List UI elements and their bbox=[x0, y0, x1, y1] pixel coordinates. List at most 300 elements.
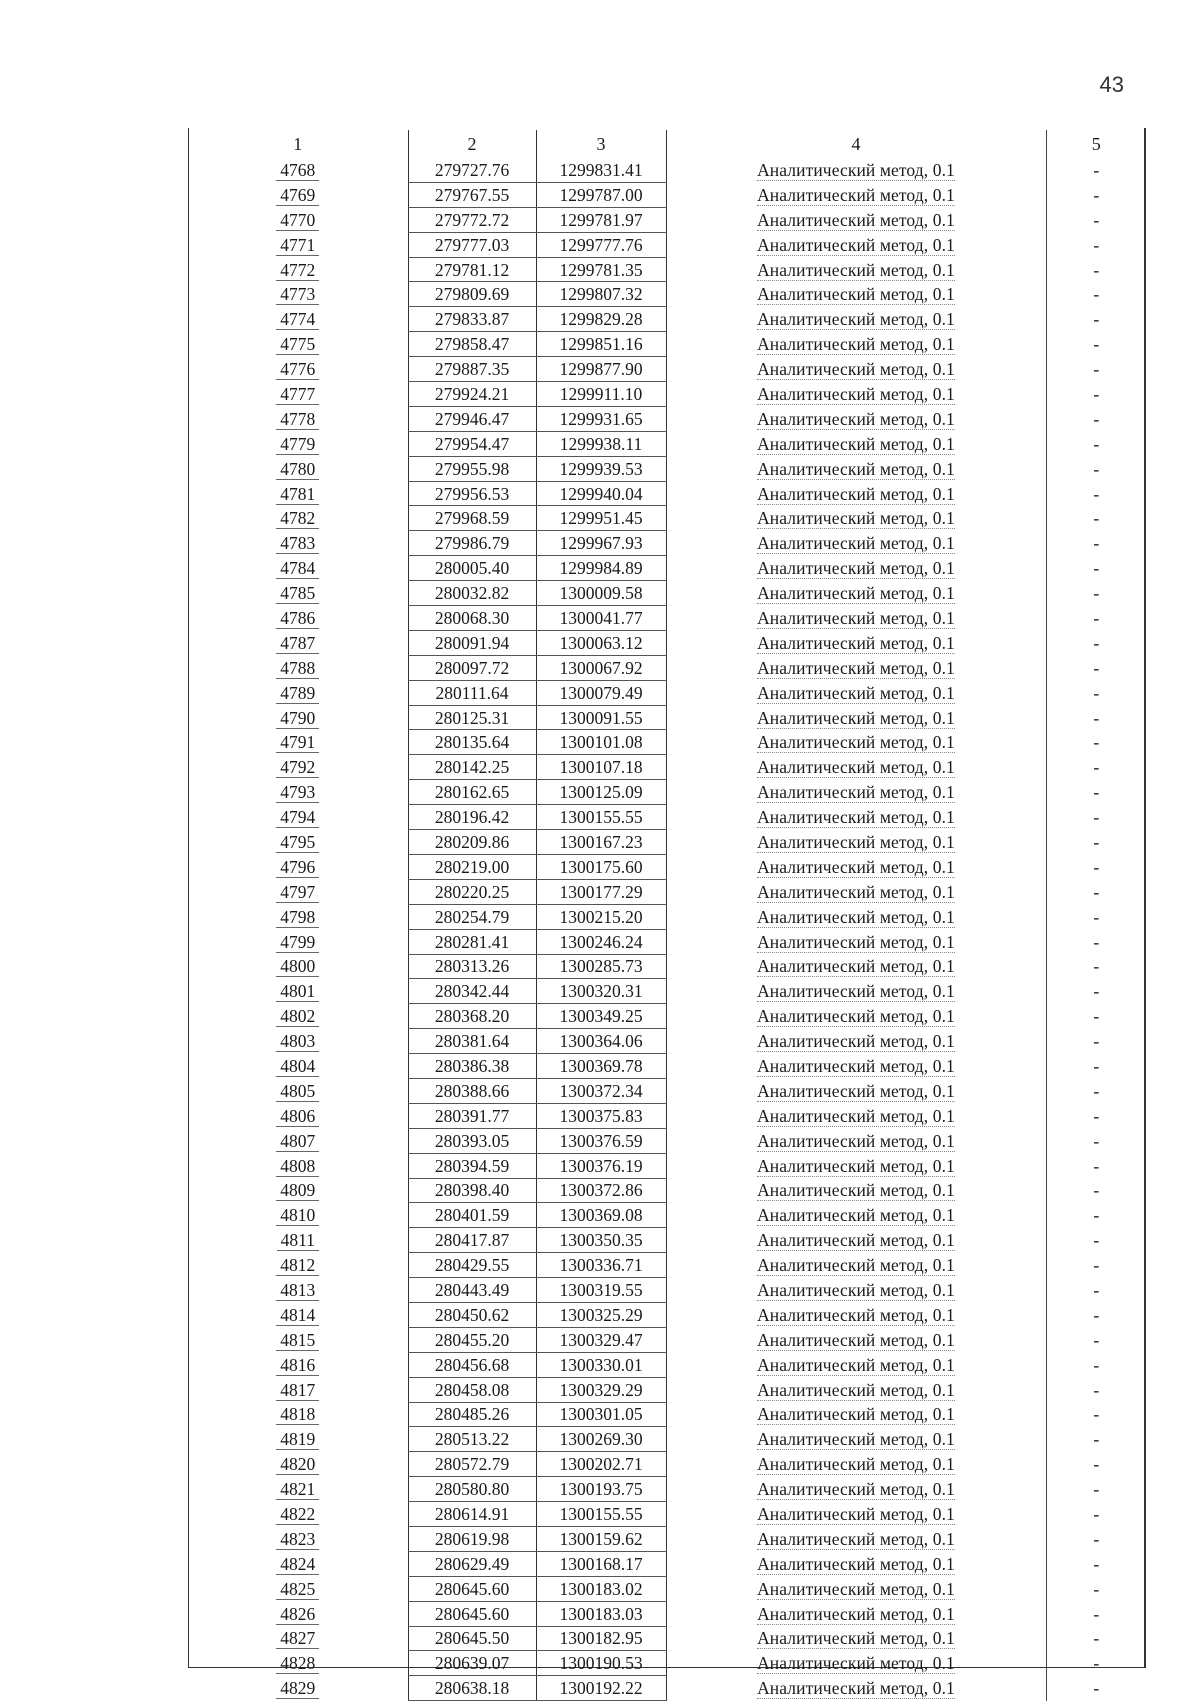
point-number-cell bbox=[188, 1103, 408, 1128]
table-row bbox=[188, 1128, 1146, 1153]
table-row bbox=[188, 1551, 1146, 1576]
point-number-text: 4818 bbox=[276, 1404, 319, 1425]
method-cell bbox=[666, 680, 1046, 705]
description-cell bbox=[1046, 1352, 1146, 1377]
method-cell bbox=[666, 929, 1046, 954]
description-text: - bbox=[1093, 1280, 1100, 1301]
y-coordinate-text: 1299781.97 bbox=[559, 209, 643, 230]
x-coordinate-cell bbox=[408, 282, 536, 307]
x-coordinate-text: 280342.44 bbox=[434, 981, 510, 1002]
y-coordinate-cell bbox=[536, 556, 666, 581]
method-cell bbox=[666, 1477, 1046, 1502]
description-cell bbox=[1046, 1302, 1146, 1327]
point-number-cell bbox=[188, 929, 408, 954]
y-coordinate-text: 1300269.30 bbox=[559, 1429, 643, 1450]
description-text: - bbox=[1093, 607, 1100, 628]
method-text: Аналитический метод, 0.1 bbox=[757, 1479, 955, 1500]
point-number-cell bbox=[188, 630, 408, 655]
method-text: Аналитический метод, 0.1 bbox=[757, 906, 955, 927]
method-text: Аналитический метод, 0.1 bbox=[757, 1031, 955, 1052]
point-number-text: 4769 bbox=[276, 185, 319, 206]
description-text: - bbox=[1093, 1429, 1100, 1450]
description-cell bbox=[1046, 357, 1146, 382]
method-cell bbox=[666, 332, 1046, 357]
point-number-cell bbox=[188, 456, 408, 481]
y-coordinate-text: 1299911.10 bbox=[559, 383, 643, 404]
method-cell bbox=[666, 1601, 1046, 1626]
description-cell bbox=[1046, 1427, 1146, 1452]
x-coordinate-text: 279833.87 bbox=[434, 309, 510, 330]
y-coordinate-cell bbox=[536, 1054, 666, 1079]
method-text: Аналитический метод, 0.1 bbox=[757, 1603, 955, 1624]
y-coordinate-cell bbox=[536, 257, 666, 282]
y-coordinate-text: 1300285.73 bbox=[559, 956, 643, 977]
x-coordinate-cell bbox=[408, 1377, 536, 1402]
y-coordinate-cell bbox=[536, 879, 666, 904]
method-cell bbox=[666, 954, 1046, 979]
y-coordinate-cell bbox=[536, 581, 666, 606]
method-text: Аналитический метод, 0.1 bbox=[757, 856, 955, 877]
method-text: Аналитический метод, 0.1 bbox=[757, 1155, 955, 1176]
point-number-text: 4787 bbox=[276, 633, 319, 654]
method-cell bbox=[666, 1626, 1046, 1651]
x-coordinate-cell bbox=[408, 531, 536, 556]
description-cell bbox=[1046, 531, 1146, 556]
description-cell bbox=[1046, 1477, 1146, 1502]
description-text: - bbox=[1093, 1304, 1100, 1325]
point-number-text: 4774 bbox=[276, 309, 319, 330]
point-number-text: 4807 bbox=[276, 1131, 319, 1152]
point-number-cell bbox=[188, 979, 408, 1004]
description-text: - bbox=[1093, 234, 1100, 255]
column-header-method: 4 bbox=[666, 130, 1046, 158]
x-coordinate-text: 279986.79 bbox=[434, 533, 510, 554]
y-coordinate-cell bbox=[536, 1302, 666, 1327]
x-coordinate-text: 280368.20 bbox=[434, 1006, 510, 1027]
x-coordinate-text: 280091.94 bbox=[434, 632, 510, 653]
column-header-x: 2 bbox=[408, 130, 536, 158]
method-text: Аналитический метод, 0.1 bbox=[757, 1130, 955, 1151]
point-number-cell bbox=[188, 904, 408, 929]
description-cell bbox=[1046, 1029, 1146, 1054]
description-text: - bbox=[1093, 1180, 1100, 1201]
x-coordinate-text: 280638.18 bbox=[434, 1678, 510, 1699]
point-number-text: 4799 bbox=[276, 932, 319, 953]
description-cell bbox=[1046, 1054, 1146, 1079]
point-number-text: 4800 bbox=[276, 956, 319, 977]
table-row bbox=[188, 680, 1146, 705]
y-coordinate-cell bbox=[536, 1103, 666, 1128]
description-cell bbox=[1046, 456, 1146, 481]
method-text: Аналитический метод, 0.1 bbox=[757, 607, 955, 628]
description-cell bbox=[1046, 1327, 1146, 1352]
x-coordinate-text: 280645.60 bbox=[434, 1578, 510, 1599]
description-text: - bbox=[1093, 259, 1100, 280]
description-cell bbox=[1046, 1551, 1146, 1576]
point-number-text: 4788 bbox=[276, 658, 319, 679]
y-coordinate-cell bbox=[536, 1327, 666, 1352]
x-coordinate-cell bbox=[408, 929, 536, 954]
table-row bbox=[188, 581, 1146, 606]
method-cell bbox=[666, 232, 1046, 257]
table-row bbox=[188, 1327, 1146, 1352]
table-row bbox=[188, 1029, 1146, 1054]
table-row bbox=[188, 1377, 1146, 1402]
point-number-text: 4816 bbox=[276, 1355, 319, 1376]
method-text: Аналитический метод, 0.1 bbox=[757, 234, 955, 255]
description-text: - bbox=[1093, 1080, 1100, 1101]
x-coordinate-text: 280393.05 bbox=[434, 1130, 510, 1151]
point-number-text: 4772 bbox=[276, 260, 319, 281]
point-number-text: 4796 bbox=[276, 857, 319, 878]
description-text: - bbox=[1093, 856, 1100, 877]
column-header-y: 3 bbox=[536, 130, 666, 158]
table-row bbox=[188, 1253, 1146, 1278]
x-coordinate-text: 280135.64 bbox=[434, 732, 510, 753]
point-number-text: 4790 bbox=[276, 708, 319, 729]
description-text: - bbox=[1093, 383, 1100, 404]
y-coordinate-text: 1299831.41 bbox=[559, 159, 643, 180]
description-cell bbox=[1046, 1103, 1146, 1128]
method-text: Аналитический метод, 0.1 bbox=[757, 1080, 955, 1101]
x-coordinate-text: 280639.07 bbox=[434, 1653, 510, 1674]
x-coordinate-cell bbox=[408, 830, 536, 855]
method-text: Аналитический метод, 0.1 bbox=[757, 309, 955, 330]
table-row bbox=[188, 481, 1146, 506]
y-coordinate-text: 1300330.01 bbox=[559, 1354, 643, 1375]
description-text: - bbox=[1093, 707, 1100, 728]
y-coordinate-text: 1300202.71 bbox=[559, 1454, 643, 1475]
x-coordinate-text: 279924.21 bbox=[434, 383, 510, 404]
method-cell bbox=[666, 1377, 1046, 1402]
method-text: Аналитический метод, 0.1 bbox=[757, 732, 955, 753]
y-coordinate-text: 1300320.31 bbox=[559, 981, 643, 1002]
point-number-text: 4794 bbox=[276, 807, 319, 828]
table-row bbox=[188, 1651, 1146, 1676]
x-coordinate-text: 280162.65 bbox=[434, 782, 510, 803]
method-cell bbox=[666, 1004, 1046, 1029]
method-cell bbox=[666, 1402, 1046, 1427]
y-coordinate-cell bbox=[536, 456, 666, 481]
point-number-cell bbox=[188, 1253, 408, 1278]
y-coordinate-text: 1300376.59 bbox=[559, 1130, 643, 1151]
method-cell bbox=[666, 1228, 1046, 1253]
method-cell bbox=[666, 1427, 1046, 1452]
y-coordinate-cell bbox=[536, 705, 666, 730]
method-cell bbox=[666, 1203, 1046, 1228]
x-coordinate-text: 280485.26 bbox=[434, 1404, 510, 1425]
x-coordinate-cell bbox=[408, 1153, 536, 1178]
y-coordinate-cell bbox=[536, 929, 666, 954]
table-row bbox=[188, 904, 1146, 929]
point-number-cell bbox=[188, 1352, 408, 1377]
point-number-cell bbox=[188, 805, 408, 830]
header-row bbox=[188, 130, 1146, 158]
table-row bbox=[188, 705, 1146, 730]
y-coordinate-cell bbox=[536, 655, 666, 680]
point-number-text: 4778 bbox=[276, 409, 319, 430]
y-coordinate-cell bbox=[536, 1228, 666, 1253]
description-cell bbox=[1046, 755, 1146, 780]
point-number-text: 4777 bbox=[276, 384, 319, 405]
x-coordinate-text: 280388.66 bbox=[434, 1080, 510, 1101]
point-number-text: 4826 bbox=[276, 1604, 319, 1625]
table-row bbox=[188, 1228, 1146, 1253]
method-cell bbox=[666, 904, 1046, 929]
table-row bbox=[188, 158, 1146, 182]
point-number-text: 4775 bbox=[276, 334, 319, 355]
point-number-text: 4791 bbox=[276, 732, 319, 753]
point-number-text: 4804 bbox=[276, 1056, 319, 1077]
point-number-text: 4797 bbox=[276, 882, 319, 903]
x-coordinate-cell bbox=[408, 1029, 536, 1054]
x-coordinate-cell bbox=[408, 1302, 536, 1327]
description-cell bbox=[1046, 1203, 1146, 1228]
y-coordinate-cell bbox=[536, 357, 666, 382]
x-coordinate-text: 280417.87 bbox=[434, 1230, 510, 1251]
column-header-description: 5 bbox=[1046, 130, 1146, 158]
description-text: - bbox=[1093, 1678, 1100, 1699]
y-coordinate-text: 1300168.17 bbox=[559, 1553, 643, 1574]
point-number-text: 4819 bbox=[276, 1429, 319, 1450]
y-coordinate-cell bbox=[536, 730, 666, 755]
y-coordinate-cell bbox=[536, 1004, 666, 1029]
method-text: Аналитический метод, 0.1 bbox=[757, 1528, 955, 1549]
x-coordinate-text: 280209.86 bbox=[434, 831, 510, 852]
y-coordinate-text: 1300041.77 bbox=[559, 607, 643, 628]
x-coordinate-cell bbox=[408, 1452, 536, 1477]
description-text: - bbox=[1093, 1628, 1100, 1649]
method-text: Аналитический метод, 0.1 bbox=[757, 408, 955, 429]
y-coordinate-cell bbox=[536, 1551, 666, 1576]
description-cell bbox=[1046, 1153, 1146, 1178]
x-coordinate-cell bbox=[408, 1078, 536, 1103]
description-text: - bbox=[1093, 508, 1100, 529]
x-coordinate-cell bbox=[408, 207, 536, 232]
x-coordinate-cell bbox=[408, 1004, 536, 1029]
table-row bbox=[188, 954, 1146, 979]
y-coordinate-text: 1300192.22 bbox=[559, 1678, 643, 1699]
y-coordinate-text: 1300193.75 bbox=[559, 1479, 643, 1500]
x-coordinate-cell bbox=[408, 1576, 536, 1601]
y-coordinate-text: 1300067.92 bbox=[559, 657, 643, 678]
y-coordinate-cell bbox=[536, 1427, 666, 1452]
y-coordinate-cell bbox=[536, 1153, 666, 1178]
table-row bbox=[188, 382, 1146, 407]
y-coordinate-text: 1299939.53 bbox=[559, 458, 643, 479]
method-cell bbox=[666, 307, 1046, 332]
description-text: - bbox=[1093, 583, 1100, 604]
x-coordinate-cell bbox=[408, 1352, 536, 1377]
description-text: - bbox=[1093, 956, 1100, 977]
method-cell bbox=[666, 1452, 1046, 1477]
table-row bbox=[188, 1477, 1146, 1502]
method-text: Аналитический метод, 0.1 bbox=[757, 657, 955, 678]
point-number-text: 4773 bbox=[276, 284, 319, 305]
x-coordinate-cell bbox=[408, 1551, 536, 1576]
x-coordinate-cell bbox=[408, 1327, 536, 1352]
description-cell bbox=[1046, 1253, 1146, 1278]
description-cell bbox=[1046, 182, 1146, 207]
method-cell bbox=[666, 282, 1046, 307]
description-cell bbox=[1046, 780, 1146, 805]
description-cell bbox=[1046, 1651, 1146, 1676]
point-number-cell bbox=[188, 1651, 408, 1676]
x-coordinate-cell bbox=[408, 1526, 536, 1551]
description-text: - bbox=[1093, 209, 1100, 230]
method-text: Аналитический метод, 0.1 bbox=[757, 1553, 955, 1574]
method-cell bbox=[666, 854, 1046, 879]
point-number-cell bbox=[188, 1601, 408, 1626]
point-number-cell bbox=[188, 158, 408, 182]
y-coordinate-cell bbox=[536, 1477, 666, 1502]
table-row bbox=[188, 780, 1146, 805]
table-row bbox=[188, 1004, 1146, 1029]
y-coordinate-text: 1300319.55 bbox=[559, 1280, 643, 1301]
page-number: 43 bbox=[1099, 72, 1124, 97]
point-number-cell bbox=[188, 207, 408, 232]
y-coordinate-text: 1300369.78 bbox=[559, 1056, 643, 1076]
description-text: - bbox=[1093, 1354, 1100, 1375]
x-coordinate-cell bbox=[408, 606, 536, 631]
x-coordinate-cell bbox=[408, 481, 536, 506]
y-coordinate-text: 1300375.83 bbox=[559, 1105, 643, 1126]
x-coordinate-text: 280313.26 bbox=[434, 956, 510, 977]
method-cell bbox=[666, 1253, 1046, 1278]
method-text: Аналитический метод, 0.1 bbox=[757, 1105, 955, 1126]
point-number-text: 4829 bbox=[276, 1678, 319, 1699]
point-number-text: 4805 bbox=[276, 1081, 319, 1102]
point-number-text: 4803 bbox=[276, 1031, 319, 1052]
x-coordinate-cell bbox=[408, 1278, 536, 1303]
y-coordinate-cell bbox=[536, 431, 666, 456]
description-cell bbox=[1046, 655, 1146, 680]
point-number-text: 4823 bbox=[276, 1529, 319, 1550]
table-row bbox=[188, 854, 1146, 879]
x-coordinate-text: 279946.47 bbox=[434, 408, 510, 429]
method-cell bbox=[666, 506, 1046, 531]
y-coordinate-text: 1299940.04 bbox=[559, 483, 643, 504]
point-number-cell bbox=[188, 830, 408, 855]
description-text: - bbox=[1093, 881, 1100, 902]
x-coordinate-cell bbox=[408, 655, 536, 680]
point-number-cell bbox=[188, 182, 408, 207]
point-number-text: 4779 bbox=[276, 434, 319, 455]
point-number-text: 4795 bbox=[276, 832, 319, 853]
point-number-cell bbox=[188, 1576, 408, 1601]
y-coordinate-text: 1300190.53 bbox=[559, 1653, 643, 1674]
x-coordinate-text: 279727.76 bbox=[434, 159, 510, 180]
point-number-cell bbox=[188, 854, 408, 879]
x-coordinate-cell bbox=[408, 879, 536, 904]
y-coordinate-text: 1300167.23 bbox=[559, 831, 643, 852]
point-number-cell bbox=[188, 680, 408, 705]
description-text: - bbox=[1093, 1603, 1100, 1624]
point-number-cell bbox=[188, 1626, 408, 1651]
method-cell bbox=[666, 1078, 1046, 1103]
method-cell bbox=[666, 805, 1046, 830]
table-row bbox=[188, 1103, 1146, 1128]
method-text: Аналитический метод, 0.1 bbox=[757, 782, 955, 803]
method-text: Аналитический метод, 0.1 bbox=[757, 209, 955, 230]
x-coordinate-text: 280619.98 bbox=[434, 1528, 510, 1549]
point-number-text: 4789 bbox=[276, 683, 319, 704]
description-cell bbox=[1046, 232, 1146, 257]
x-coordinate-cell bbox=[408, 954, 536, 979]
method-text: Аналитический метод, 0.1 bbox=[757, 483, 955, 504]
y-coordinate-text: 1300325.29 bbox=[559, 1304, 643, 1325]
x-coordinate-cell bbox=[408, 1651, 536, 1676]
x-coordinate-text: 279772.72 bbox=[434, 209, 510, 230]
description-cell bbox=[1046, 1576, 1146, 1601]
method-cell bbox=[666, 1526, 1046, 1551]
description-text: - bbox=[1093, 184, 1100, 205]
method-cell bbox=[666, 755, 1046, 780]
y-coordinate-cell bbox=[536, 1278, 666, 1303]
table-row bbox=[188, 606, 1146, 631]
y-coordinate-text: 1300349.25 bbox=[559, 1006, 643, 1027]
description-cell bbox=[1046, 1502, 1146, 1527]
description-text: - bbox=[1093, 309, 1100, 330]
y-coordinate-cell bbox=[536, 382, 666, 407]
table-row bbox=[188, 1576, 1146, 1601]
method-text: Аналитический метод, 0.1 bbox=[757, 881, 955, 902]
y-coordinate-cell bbox=[536, 158, 666, 182]
method-cell bbox=[666, 979, 1046, 1004]
method-text: Аналитический метод, 0.1 bbox=[757, 682, 955, 703]
method-text: Аналитический метод, 0.1 bbox=[757, 1304, 955, 1325]
point-number-text: 4776 bbox=[276, 359, 319, 380]
point-number-cell bbox=[188, 1502, 408, 1527]
x-coordinate-text: 280580.80 bbox=[434, 1479, 510, 1500]
method-text: Аналитический метод, 0.1 bbox=[757, 359, 955, 380]
description-cell bbox=[1046, 1004, 1146, 1029]
x-coordinate-cell bbox=[408, 1477, 536, 1502]
point-number-cell bbox=[188, 1153, 408, 1178]
x-coordinate-cell bbox=[408, 1128, 536, 1153]
y-coordinate-text: 1300155.55 bbox=[559, 1504, 643, 1525]
x-coordinate-text: 279968.59 bbox=[434, 508, 510, 529]
method-text: Аналитический метод, 0.1 bbox=[757, 1205, 955, 1226]
point-number-text: 4813 bbox=[276, 1280, 319, 1301]
y-coordinate-cell bbox=[536, 1029, 666, 1054]
method-cell bbox=[666, 1029, 1046, 1054]
description-cell bbox=[1046, 1402, 1146, 1427]
y-coordinate-cell bbox=[536, 406, 666, 431]
x-coordinate-text: 280111.64 bbox=[435, 682, 509, 703]
method-cell bbox=[666, 1278, 1046, 1303]
point-number-text: 4785 bbox=[276, 583, 319, 604]
x-coordinate-cell bbox=[408, 332, 536, 357]
description-text: - bbox=[1093, 831, 1100, 852]
method-cell bbox=[666, 481, 1046, 506]
description-cell bbox=[1046, 705, 1146, 730]
x-coordinate-text: 280254.79 bbox=[434, 906, 510, 927]
description-text: - bbox=[1093, 1504, 1100, 1525]
x-coordinate-text: 280429.55 bbox=[434, 1255, 510, 1276]
method-text: Аналитический метод, 0.1 bbox=[757, 1578, 955, 1599]
x-coordinate-cell bbox=[408, 357, 536, 382]
description-text: - bbox=[1093, 906, 1100, 927]
table-row bbox=[188, 1427, 1146, 1452]
y-coordinate-text: 1299938.11 bbox=[559, 433, 643, 454]
description-text: - bbox=[1093, 1006, 1100, 1027]
method-text: Аналитический метод, 0.1 bbox=[757, 1329, 955, 1350]
x-coordinate-cell bbox=[408, 1601, 536, 1626]
x-coordinate-cell bbox=[408, 1253, 536, 1278]
y-coordinate-cell bbox=[536, 1576, 666, 1601]
point-number-cell bbox=[188, 357, 408, 382]
